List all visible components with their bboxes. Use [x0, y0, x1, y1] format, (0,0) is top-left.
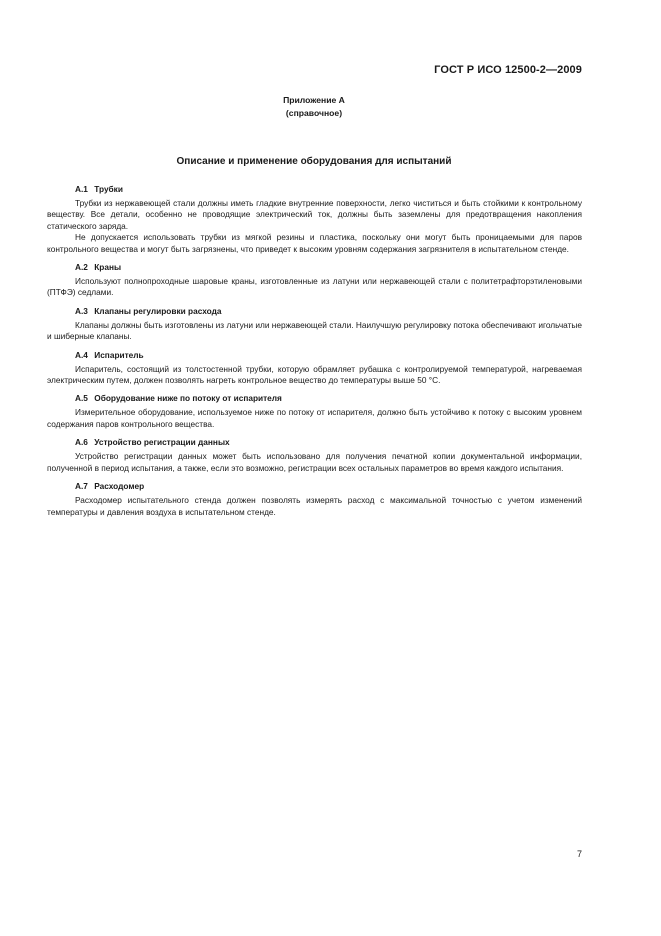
annex-label: Приложение А: [283, 95, 345, 105]
section: [47, 305, 582, 343]
annex-heading: [0, 94, 628, 120]
section: [47, 261, 582, 299]
section-paragraph: Трубки из нержавеющей стали должны иметь гладкие внутренние поверхности, легко чиститься и быть стойкими к контрольному веществу. Все детали, особенно не проводящие электрический ток, должны быть заземлены для предотвращения накопления статического заряда.: [47, 198, 582, 231]
section: [47, 392, 582, 430]
section: [47, 436, 582, 474]
section-title: Клапаны регулировки расхода: [94, 305, 222, 316]
section-heading: [47, 261, 582, 273]
section-title: Устройство регистрации данных: [94, 437, 230, 448]
section-paragraph: Используют полнопроходные шаровые краны, изготовленные из латуни или нержавеющей стали с политетрафторэтиленовыми (ПТФЭ) седлами.: [47, 276, 582, 298]
section-title: Краны: [94, 262, 122, 273]
section-number: А.2: [75, 262, 88, 273]
section: [47, 480, 582, 518]
section-heading: [47, 305, 582, 317]
section-heading: [47, 392, 582, 404]
page-number: 7: [577, 849, 583, 859]
section: [47, 183, 582, 255]
section-heading: [47, 183, 582, 195]
section-paragraph: Клапаны должны быть изготовлены из латуни или нержавеющей стали. Наилучшую регулировку потока обеспечивают игольчатые и шиберные клапаны.: [47, 319, 582, 342]
annex-title: Описание и применение оборудования для испытаний: [176, 156, 452, 167]
section-paragraph: Устройство регистрации данных может быть использовано для получения печатной копии документальной информации, полученной в период испытания, а также, если это возможно, регистрации всех остальных параметров во время каждого испытания.: [47, 451, 582, 473]
section-number: А.7: [75, 481, 88, 492]
section-paragraph: Расходомер испытательного стенда должен позволять измерять расход с максимальной точностью с учетом изменений температуры и давления воздуха в испытательном стенде.: [47, 495, 582, 517]
section-number: А.1: [75, 184, 88, 194]
section-title: Расходомер: [94, 481, 145, 492]
section-paragraph: Измерительное оборудование, используемое ниже по потоку от испарителя, должно быть устойчиво к потоку с высоким уровнем содержания паров контрольного вещества.: [47, 407, 582, 429]
section-heading: [47, 436, 582, 448]
section-paragraph: Не допускается использовать трубки из мягкой резины и пластика, поскольку они могут быть проницаемыми для паров контрольного вещества и могут быть загрязнены, что приведет к высоким уровням содержания загрязнителя в испытательном стенде.: [47, 232, 582, 254]
section-title: Оборудование ниже по потоку от испарителя: [94, 393, 282, 404]
section-number: А.4: [75, 349, 88, 360]
section-title: Трубки: [94, 184, 123, 194]
annex-type: (справочное): [285, 108, 343, 118]
section-number: А.3: [75, 305, 88, 316]
standard-identifier: ГОСТ Р ИСО 12500-2—2009: [434, 64, 582, 76]
section-number: А.6: [75, 437, 88, 448]
annex-body: [47, 183, 582, 518]
section-title: Испаритель: [94, 349, 144, 360]
section-number: А.5: [75, 393, 88, 404]
section-heading: [47, 480, 582, 492]
section: [47, 349, 582, 387]
section-paragraph: Испаритель, состоящий из толстостенной трубки, которую обрамляет рубашка с контролируемой температурой, нагреваемая электрическим путем, должен позволять нагреть контрольное вещество до температуры выше 50 °С.: [47, 363, 582, 386]
section-heading: [47, 349, 582, 361]
